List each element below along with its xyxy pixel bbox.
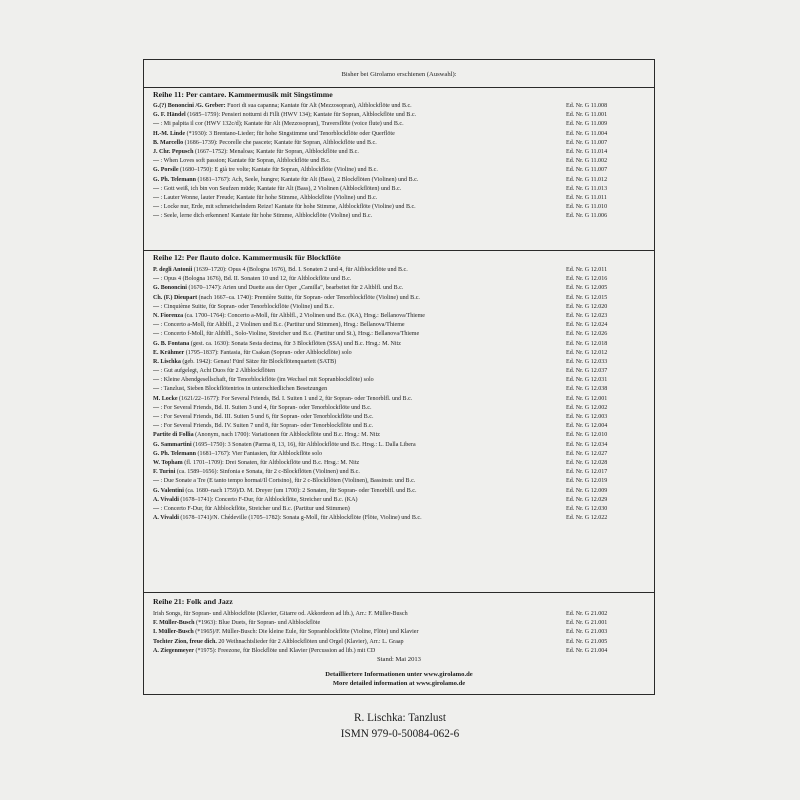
divider [144, 87, 654, 88]
work-description: : Locke nur, Erde, mit schmeichelndem Reize! Kantate für hohe Stimme, Altblockflöte (Violine) und B.c. [159, 204, 416, 211]
catalog-entry [153, 376, 646, 385]
entry-text [153, 157, 560, 166]
edition-number: Ed. Nr. G 12.009 [566, 487, 608, 494]
catalog-entry [153, 422, 646, 431]
edition-number: Ed. Nr. G 11.007 [566, 167, 608, 174]
composer-name: R. Lischka [153, 358, 181, 365]
work-description: (*1963): Blue Duets, für Sopran- und Altblockflöte [194, 620, 321, 627]
edition-number: Ed. Nr. G 12.027 [566, 450, 608, 457]
composer-name: — [153, 303, 160, 310]
edition-number: Ed. Nr. G 11.004 [566, 130, 608, 137]
section-title: Reihe 21: Folk and Jazz [153, 597, 233, 606]
edition-number: Ed. Nr. G 11.007 [566, 139, 608, 146]
entry-text [153, 176, 560, 185]
work-description: (*1965)/F. Müller-Busch: Die kleine Eule, für Sopranblockflöte (Violine, Flöte) und Klavier [193, 629, 419, 636]
work-description: (gest. ca. 1630): Sonata Sesta decima, für 3 Blockflöten (SSA) und B.c. Hrsg.: M. Nitz [189, 340, 401, 347]
composer-name: H.-M. Linde [153, 130, 186, 137]
edition-number: Ed. Nr. G 11.008 [566, 103, 608, 109]
work-description: (1678–1741)/N. Chédeville (1705–1782): Sonata g-Moll, für Altblockflöte (Flöte, Violine) und B.c. [178, 515, 422, 522]
catalog-entry [153, 459, 646, 468]
work-description: : Kleine Abendgesellschaft, für Tenorblockflöte (im Wechsel mit Sopranblockflöte) solo [159, 377, 374, 384]
catalog-entry [153, 514, 646, 523]
edition-number: Ed. Nr. G 11.006 [566, 213, 608, 220]
composer-name: — [153, 331, 160, 338]
edition-number: Ed. Nr. G 12.020 [566, 303, 608, 310]
composer-name: A. Ziegenmeyer [153, 647, 194, 654]
catalog-entry [153, 496, 646, 505]
catalog-entry [153, 468, 646, 477]
info-english: More detailed information at www.girolamo.de [332, 680, 466, 687]
work-description: : Cinquième Suitte, für Sopran- oder Tenorblockflöte (Violine) und B.c. [159, 303, 334, 310]
work-description: (nach 1667–ca. 1740): Première Suitte, für Sopran- oder Tenorblockflöte (Violine) und B.c. [197, 294, 420, 301]
work-description: (ca. 1589–1656): Sinfonia e Sonata, für 2 c-Blockflöten (Violinen) und B.c. [175, 469, 360, 476]
catalog-box [143, 59, 655, 695]
composer-name: B. Marcello [153, 139, 184, 146]
work-description: (Anonym, nach 1700): Variationen für Altblockflöte und B.c. Hrsg.: M. Nitz [193, 432, 380, 439]
catalog-entry [153, 395, 646, 404]
entry-text [153, 266, 560, 275]
work-title: R. Lischka: Tanzlust [354, 712, 446, 724]
work-description: (1680–1750): E già tre volte; Kantate für Sopran, Altblockflöte (Violine) und B.c. [178, 167, 378, 174]
edition-number: Ed. Nr. G 12.038 [566, 386, 608, 393]
catalog-entry [153, 185, 646, 194]
composer-name: G.(?) Bononcini /G. Greber: [153, 103, 226, 109]
work-description: Irish Songs, für Sopran- und Altblockflöte (Klavier, Gitarre od. Akkordeon ad lib.), Arr.: F. Müller-Busch [153, 611, 408, 617]
work-description: (*1930): 3 Brentano-Lieder; für hohe Singstimme und Tenorblockflöte oder Querflöte [185, 130, 395, 137]
catalog-entry [153, 284, 646, 293]
composer-name: A. Vivaldi [153, 515, 179, 522]
work-description: : Lauter Wonne, lauter Freude; Kantate für hohe Stimme, Altblockflöte (Violine) und B.c. [159, 194, 378, 201]
composer-name: J. Chr. Pepusch [153, 148, 194, 155]
edition-number: Ed. Nr. G 12.016 [566, 276, 608, 283]
entry-text [153, 102, 560, 111]
work-description: : Seele, lerne dich erkennen! Kantate für hohe Stimme, Altblockflöte (Violine) und B.c. [159, 213, 373, 220]
work-description: Fuori di sua capanna; Kantate für Alt (Mezzosopran), Altblockflöte und B.c. [225, 103, 412, 109]
stand-date: Stand: Mai 2013 [377, 656, 421, 663]
edition-number: Ed. Nr. G 12.012 [566, 349, 608, 356]
work-description: : Due Sonate a Tre (E tanto tempo hormai/Il Corisino), für 2 c-Blockflöten (Violinen), Bassinstr. und B.c. [159, 478, 416, 485]
work-description: (geb. 1942): Genau! Fünf Sätze für Blockflötenquartett (SATB) [180, 358, 337, 365]
edition-number: Ed. Nr. G 11.011 [566, 194, 607, 201]
catalog-entry [153, 340, 646, 349]
catalog-entry [153, 294, 646, 303]
entry-text [153, 367, 560, 376]
catalog-entry [153, 166, 646, 175]
edition-number: Ed. Nr. G 12.004 [566, 423, 608, 430]
work-description: (1670–1747): Arien und Duette aus der Oper „Camilla", bearbeitet für 2 Altblfl. und B.c. [186, 285, 404, 292]
entry-text [153, 610, 560, 619]
composer-name: G. Valentini [153, 487, 184, 494]
work-description: 20 Weihnachtslieder für 2 Altblockflöten und Orgel (Klavier), Arr.: L. Graap [216, 638, 404, 645]
composer-name: — [153, 121, 160, 128]
work-description: : For Several Friends, Bd. IV. Suiten 7 und 8, für Sopran- oder Tenorblockflöte und B.c. [159, 423, 374, 430]
work-description: : Mi palpita il cor (HWV 132c/d); Kantate für Alt (Mezzosopran), Traversflöte (voice flute) und B.c. [159, 121, 404, 128]
edition-number: Ed. Nr. G 21.001 [566, 620, 608, 627]
edition-number: Ed. Nr. G 12.028 [566, 459, 608, 466]
work-description: : Opus 4 (Bologna 1676), Bd. II. Sonaten 10 und 12, für Altblockflöte und B.c. [159, 276, 352, 283]
entry-text [153, 212, 560, 221]
work-description: (1667–1752): Menaloas; Kantate für Sopran, Altblockflöte und B.c. [193, 148, 359, 155]
entry-text [153, 404, 560, 413]
catalog-entry [153, 404, 646, 413]
composer-name: — [153, 505, 160, 512]
composer-name: — [153, 386, 160, 393]
catalog-entry [153, 358, 646, 367]
composer-name: I. Müller-Busch [153, 629, 194, 636]
work-description: (ca. 1680–nach 1759)/D. M. Dreyer (um 1700): 2 Sonaten, für Sopran- oder Tenorblfl. und B.c. [183, 487, 417, 494]
entry-text [153, 441, 560, 450]
entry-text [153, 647, 560, 656]
edition-number: Ed. Nr. G 12.030 [566, 505, 608, 512]
section-11-list [153, 102, 646, 221]
entry-text [153, 619, 560, 628]
composer-name: G. B. Fontana [153, 340, 190, 347]
edition-number: Ed. Nr. G 12.023 [566, 312, 608, 319]
entry-text [153, 111, 560, 120]
entry-text [153, 477, 560, 486]
edition-number: Ed. Nr. G 12.037 [566, 368, 608, 375]
catalog-entry [153, 148, 646, 157]
entry-text [153, 487, 560, 496]
catalog-entry [153, 487, 646, 496]
ismn-number: ISMN 979-0-50084-062-6 [340, 728, 460, 740]
entry-text [153, 376, 560, 385]
catalog-entry [153, 628, 646, 637]
composer-name: — [153, 194, 160, 201]
edition-number: Ed. Nr. G 12.031 [566, 377, 608, 384]
composer-name: P. degli Antonii [153, 267, 193, 273]
entry-text [153, 294, 560, 303]
edition-number: Ed. Nr. G 21.004 [566, 647, 608, 654]
catalog-entry [153, 638, 646, 647]
work-description: (1639–1720): Opus 4 (Bologna 1676), Bd. I. Sonaten 2 und 4, für Altblockflöte und B.c. [192, 267, 408, 273]
catalog-intro: Bisher bei Girolamo erschienen (Auswahl): [341, 71, 457, 78]
work-description: (1685–1759): Pensieri notturni di Filli (HWV 134); Kantate für Sopran, Altblockflöte und B.c. [185, 112, 417, 119]
section-title: Reihe 11: Per cantare. Kammermusik mit Singstimme [153, 90, 333, 99]
entry-text [153, 358, 560, 367]
entry-text [153, 139, 560, 148]
edition-number: Ed. Nr. G 12.024 [566, 322, 608, 329]
edition-number: Ed. Nr. G 12.010 [566, 432, 608, 439]
catalog-entry [153, 413, 646, 422]
work-description: (fl. 1701–1709): Drei Sonaten, für Altblockflöte und B.c. Hrsg.: M. Nitz [182, 459, 360, 466]
edition-number: Ed. Nr. G 11.009 [566, 121, 608, 128]
edition-number: Ed. Nr. G 12.017 [566, 469, 608, 476]
entry-text [153, 431, 560, 440]
catalog-entry [153, 157, 646, 166]
composer-name: — [153, 185, 160, 192]
edition-number: Ed. Nr. G 12.003 [566, 414, 608, 420]
composer-name: — [153, 276, 160, 283]
edition-number: Ed. Nr. G 12.019 [566, 478, 608, 485]
work-description: (1621/22–1677): For Several Friends, Bd. I. Suiten 1 und 2, für Sopran- oder Tenorblfl. und B.c. [177, 395, 413, 402]
catalog-entry [153, 349, 646, 358]
edition-number: Ed. Nr. G 12.001 [566, 395, 608, 402]
entry-text [153, 166, 560, 175]
composer-name: F. Turini [153, 469, 176, 476]
section-12-list [153, 266, 646, 523]
edition-number: Ed. Nr. G 11.014 [566, 148, 608, 155]
entry-text [153, 130, 560, 139]
composer-name: G. Porsile [153, 167, 179, 174]
catalog-entry [153, 130, 646, 139]
edition-number: Ed. Nr. G 12.018 [566, 340, 608, 347]
catalog-entry [153, 102, 646, 111]
entry-text [153, 459, 560, 468]
edition-number: Ed. Nr. G 12.015 [566, 294, 608, 301]
entry-text [153, 514, 560, 523]
catalog-entry [153, 441, 646, 450]
edition-number: Ed. Nr. G 12.011 [566, 267, 608, 273]
entry-text [153, 194, 560, 203]
entry-text [153, 422, 560, 431]
composer-name: — [153, 204, 160, 211]
edition-number: Ed. Nr. G 21.002 [566, 611, 608, 617]
composer-name: — [153, 423, 160, 430]
entry-text [153, 496, 560, 505]
entry-text [153, 312, 560, 321]
composer-name: A. Vivaldi [153, 496, 179, 503]
catalog-entry [153, 275, 646, 284]
composer-name: — [153, 368, 160, 375]
edition-number: Ed. Nr. G 11.010 [566, 204, 608, 211]
edition-number: Ed. Nr. G 12.026 [566, 331, 608, 338]
work-description: : Concerto F-Dur, für Altblockflöte, Streicher und B.c. (Partitur und Stimmen) [159, 505, 350, 512]
entry-text [153, 385, 560, 394]
edition-number: Ed. Nr. G 12.002 [566, 404, 608, 411]
edition-number: Ed. Nr. G 12.033 [566, 358, 608, 365]
entry-text [153, 120, 560, 129]
info-german: Detailliertere Informationen unter www.girolamo.de [325, 671, 473, 678]
catalog-entry [153, 120, 646, 129]
catalog-entry [153, 111, 646, 120]
work-description: : When Loves soft passion; Kantate für Sopran, Altblockflöte und B.c. [159, 158, 331, 165]
composer-name: G. Ph. Telemann [153, 450, 197, 457]
composer-name: Ch. (F.) Dieupart [153, 294, 198, 301]
work-description: (ca. 1700–1764): Concerto a-Moll, für Altblfl., 2 Violinen und B.c. (KA), Hrsg.: Bellanova/Thieme [183, 312, 425, 319]
work-description: (1686–1739): Pecorelle che pascete; Kantate für Sopran, Altblockflöte und B.c. [183, 139, 377, 146]
work-description: : For Several Friends, Bd. II. Suiten 3 und 4, für Sopran- oder Tenorblockflöte und B.c. [159, 404, 372, 411]
catalog-entry [153, 194, 646, 203]
entry-text [153, 505, 560, 514]
catalog-entry [153, 312, 646, 321]
work-description: (*1975): Freezone, für Blockflöte und Klavier (Percussion ad lib.) mit CD [193, 647, 376, 654]
catalog-entry [153, 203, 646, 212]
entry-text [153, 303, 560, 312]
composer-name: N. Fiorenza [153, 312, 184, 319]
entry-text [153, 148, 560, 157]
composer-name: — [153, 158, 160, 165]
entry-text [153, 349, 560, 358]
catalog-entry [153, 450, 646, 459]
work-description: : Gott weiß, ich bin von Seufzen müde; Kantate für Alt (Bass), 2 Violinen (Altblockflöten) und B.c. [159, 185, 402, 192]
work-description: : Concerto a-Moll, für Altblfl., 2 Violinen und B.c. (Partitur und Stimmen), Hrsg.: Bellanova/Thieme [159, 322, 405, 329]
composer-name: E. Krähmer [153, 349, 185, 356]
composer-name: — [153, 404, 160, 411]
entry-text [153, 638, 560, 647]
composer-name: W. Topham [153, 459, 183, 466]
composer-name: — [153, 213, 160, 220]
catalog-entry [153, 266, 646, 275]
work-description: (1695–1750): 3 Sonaten (Parma 8, 13, 16), für Altblockflöte und B.c. Hrsg.: L. Dalla Libera [191, 441, 416, 448]
catalog-entry [153, 647, 646, 656]
composer-name: — [153, 322, 160, 329]
divider [144, 592, 654, 593]
work-description: (1678–1741): Concerto F-Dur, für Altblockflöte, Streicher und B.c. (KA) [178, 496, 358, 503]
catalog-entry [153, 610, 646, 619]
composer-name: G. Ph. Telemann [153, 176, 197, 183]
composer-name: — [153, 414, 160, 420]
edition-number: Ed. Nr. G 11.002 [566, 158, 608, 165]
entry-text [153, 275, 560, 284]
edition-number: Ed. Nr. G 11.001 [566, 112, 608, 119]
section-21-list [153, 610, 646, 656]
composer-name: — [153, 478, 160, 485]
catalog-entry [153, 619, 646, 628]
composer-name: Partite di Follia [153, 432, 194, 439]
catalog-entry [153, 321, 646, 330]
catalog-entry [153, 212, 646, 221]
entry-text [153, 284, 560, 293]
work-description: : Concerto f-Moll, für Altblfl., Solo-Violine, Streicher und B.c. (Partitur und St.), Hrsg.: Bellanova/Thieme [159, 331, 420, 338]
edition-number: Ed. Nr. G 12.022 [566, 515, 608, 522]
edition-number: Ed. Nr. G 11.012 [566, 176, 608, 183]
divider [144, 250, 654, 251]
composer-name: — [153, 377, 160, 384]
entry-text [153, 321, 560, 330]
catalog-entry [153, 330, 646, 339]
entry-text [153, 450, 560, 459]
edition-number: Ed. Nr. G 12.005 [566, 285, 608, 292]
section-title: Reihe 12: Per flauto dolce. Kammermusik für Blockflöte [153, 253, 341, 262]
work-description: : Tanzlust, Sieben Blockflötentrios in unterschiedlichen Besetzungen [159, 386, 328, 393]
entry-text [153, 340, 560, 349]
edition-number: Ed. Nr. G 11.013 [566, 185, 608, 192]
work-description: (1681–1767): Ach, Seele, hungre; Kantate für Alt (Bass), 2 Blockflöten (Violinen) und B.c. [196, 176, 419, 183]
work-description: (1681–1767): Vier Fantasien, für Altblockflöte solo [196, 450, 323, 457]
edition-number: Ed. Nr. G 21.003 [566, 629, 608, 636]
catalog-entry [153, 477, 646, 486]
composer-name: G. F. Händel [153, 112, 186, 119]
edition-number: Ed. Nr. G 12.034 [566, 441, 608, 448]
catalog-entry [153, 176, 646, 185]
catalog-entry [153, 505, 646, 514]
composer-name: G. Sammartini [153, 441, 192, 448]
composer-name: M. Locke [153, 395, 178, 402]
catalog-entry [153, 367, 646, 376]
composer-name: G. Bononcini [153, 285, 187, 292]
catalog-entry [153, 303, 646, 312]
catalog-entry [153, 385, 646, 394]
entry-text [153, 628, 560, 637]
catalog-entry [153, 139, 646, 148]
work-description: (1795–1837): Fantasia, für Csakan (Sopran- oder Altblockflöte) solo [184, 349, 352, 356]
composer-name: Tochter Zion, freue dich. [153, 638, 217, 645]
entry-text [153, 395, 560, 404]
work-description: : Gut aufgelegt, Acht Duos für 2 Altblockflöten [159, 368, 276, 375]
edition-number: Ed. Nr. G 12.029 [566, 496, 608, 503]
edition-number: Ed. Nr. G 21.005 [566, 638, 608, 645]
entry-text [153, 468, 560, 477]
entry-text [153, 330, 560, 339]
entry-text [153, 413, 560, 422]
catalog-entry [153, 431, 646, 440]
work-description: : For Several Friends, Bd. III. Suiten 5 und 6, für Sopran- oder Tenorblockflöte und B.c. [159, 414, 374, 420]
entry-text [153, 203, 560, 212]
entry-text [153, 185, 560, 194]
composer-name: F. Müller-Busch [153, 620, 195, 627]
